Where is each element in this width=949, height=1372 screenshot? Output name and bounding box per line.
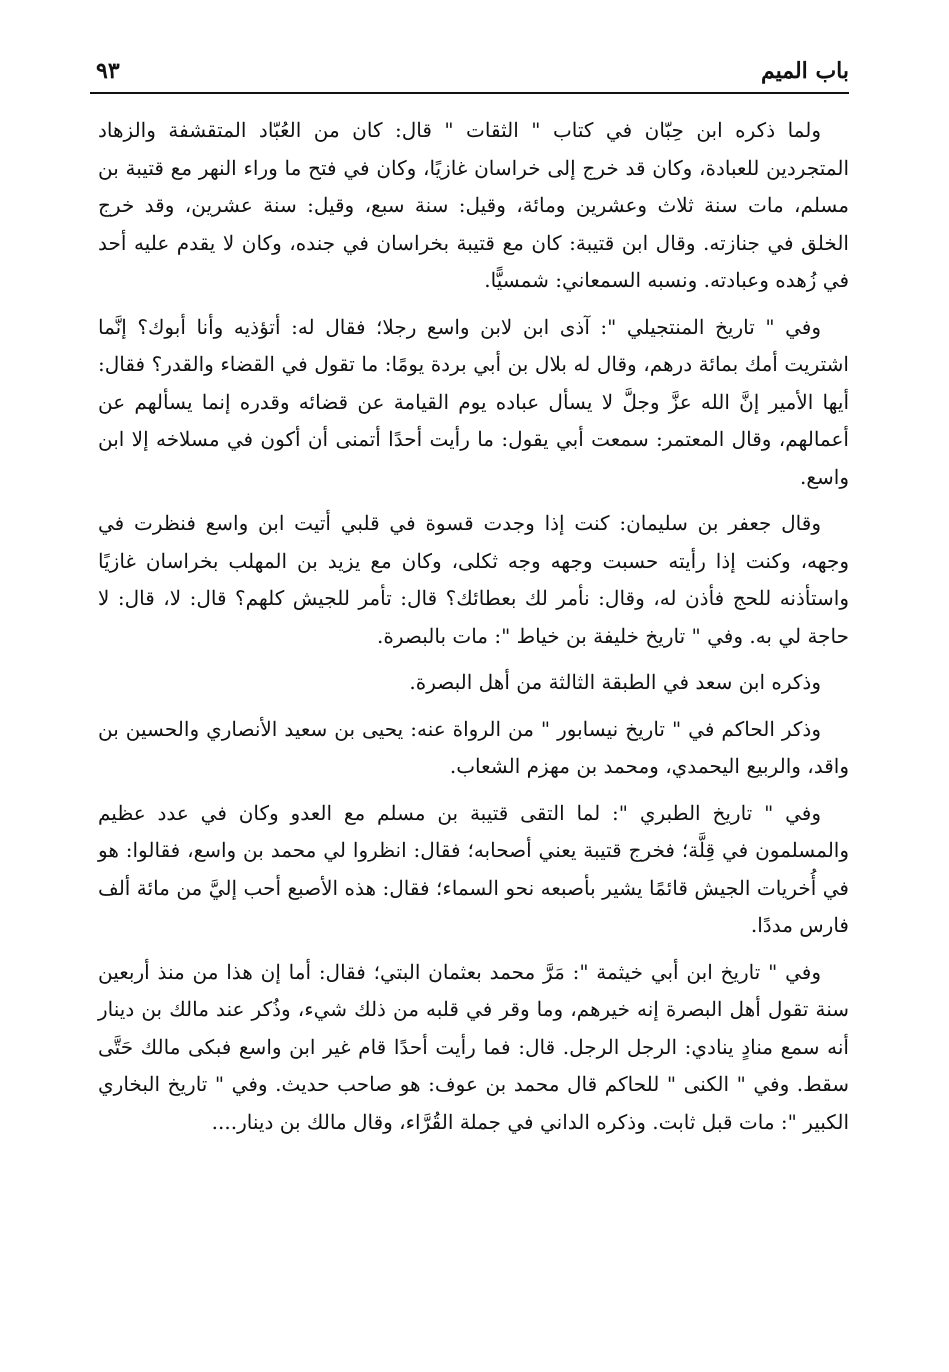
page-number: ٩٣ <box>96 58 120 84</box>
paragraph-1: ولما ذكره ابن حِبّان في كتاب " الثقات " قال: كان من العُبّاد المتقشفة والزهاد المتجردين للعبادة، وكان قد خرج إلى خراسان غازيًا، وكان في فتح ما وراء النهر مع قتيبة بن مسلم، مات سنة ثلاث وعشرين ومائة، وقيل: سنة سبع، وقيل: سنة عشرين، وقد خرج الخلق في جنازته. وقال ابن قتيبة: كان مع قتيبة بخراسان في جنده، وكان لا يقدم عليه أحد في زُهده وعبادته. ونسبه السمعاني: شمسيًّا. <box>98 118 849 292</box>
paragraph-6: وفي " تاريخ الطبري ": لما التقى قتيبة بن مسلم مع العدو وكان في عدد عظيم والمسلمون في قِلَّة؛ فخرج قتيبة يعني أصحابه؛ فقال: انظروا لي محمد بن واسع، فقالوا: هو في أُخريات الجيش قائمًا يشير بأصبعه نحو السماء؛ فقال: هذه الأصبع أحب إليَّ من مائة ألف فارس مددًا. <box>98 800 849 937</box>
paragraph-7: وفي " تاريخ ابن أبي خيثمة ": مَرَّ محمد بعثمان البتي؛ فقال: أما إن هذا من منذ أربعين سنة تقول أهل البصرة إنه خيرهم، وما وقر في قلبه من ذلك شيء، وذُكر عند مالك بن دينار أنه سمع منادٍ ينادي: الرجل الرجل. قال: فما رأيت أحدًا قام غير ابن واسع فبكى مالك حَتَّى سقط. وفي " الكنى " للحاكم قال محمد بن عوف: هو صاحب حديث. وفي " تاريخ البخاري الكبير ": مات قبل ثابت. وذكره الداني في جملة القُرَّاء، وقال مالك بن دينار.... <box>98 959 849 1134</box>
paragraph-5: وذكر الحاكم في " تاريخ نيسابور " من الرواة عنه: يحيى بن سعيد الأنصاري والحسين بن واقد، والربيع اليحمدي، ومحمد بن مهزم الشعاب. <box>98 716 849 778</box>
chapter-title: باب الميم <box>760 58 849 84</box>
paragraph-2: وفي " تاريخ المنتجيلي ": آذى ابن لابن واسع رجلا؛ فقال له: أتؤذيه وأنا أبوك؟ إنَّما اشتريت أمك بمائة درهم، وقال له بلال بن أبي بردة يومًا: ما تقول في القضاء والقدر؟ فقال: أيها الأمير إنَّ الله عزَّ وجلَّ لا يسأل عباده يوم القيامة عن قضائه وقدره إنما يسألهم عن أعمالهم، وقال المعتمر: سمعت أبي يقول: ما رأيت أحدًا أتمنى أن أكون في مسلاخه إلا ابن واسع. <box>98 314 849 489</box>
paragraph-4: وذكره ابن سعد في الطبقة الثالثة من أهل البصرة. <box>409 670 821 694</box>
page-body <box>98 112 849 1150</box>
paragraph-3: وقال جعفر بن سليمان: كنت إذا وجدت قسوة في قلبي أتيت ابن واسع فنظرت في وجهه، وكنت إذا رأيته حسبت وجهه وجه ثكلى، وكان مع يزيد بن المهلب بخراسان غازيًا واستأذنه للحج فأذن له، وقال: نأمر لك بعطائك؟ قال: تأمر للجيش كلهم؟ قال: لا، قال: لا حاجة لي به. وفي " تاريخ خليفة بن خياط ": مات بالبصرة. <box>98 511 849 648</box>
page-header <box>90 52 849 94</box>
